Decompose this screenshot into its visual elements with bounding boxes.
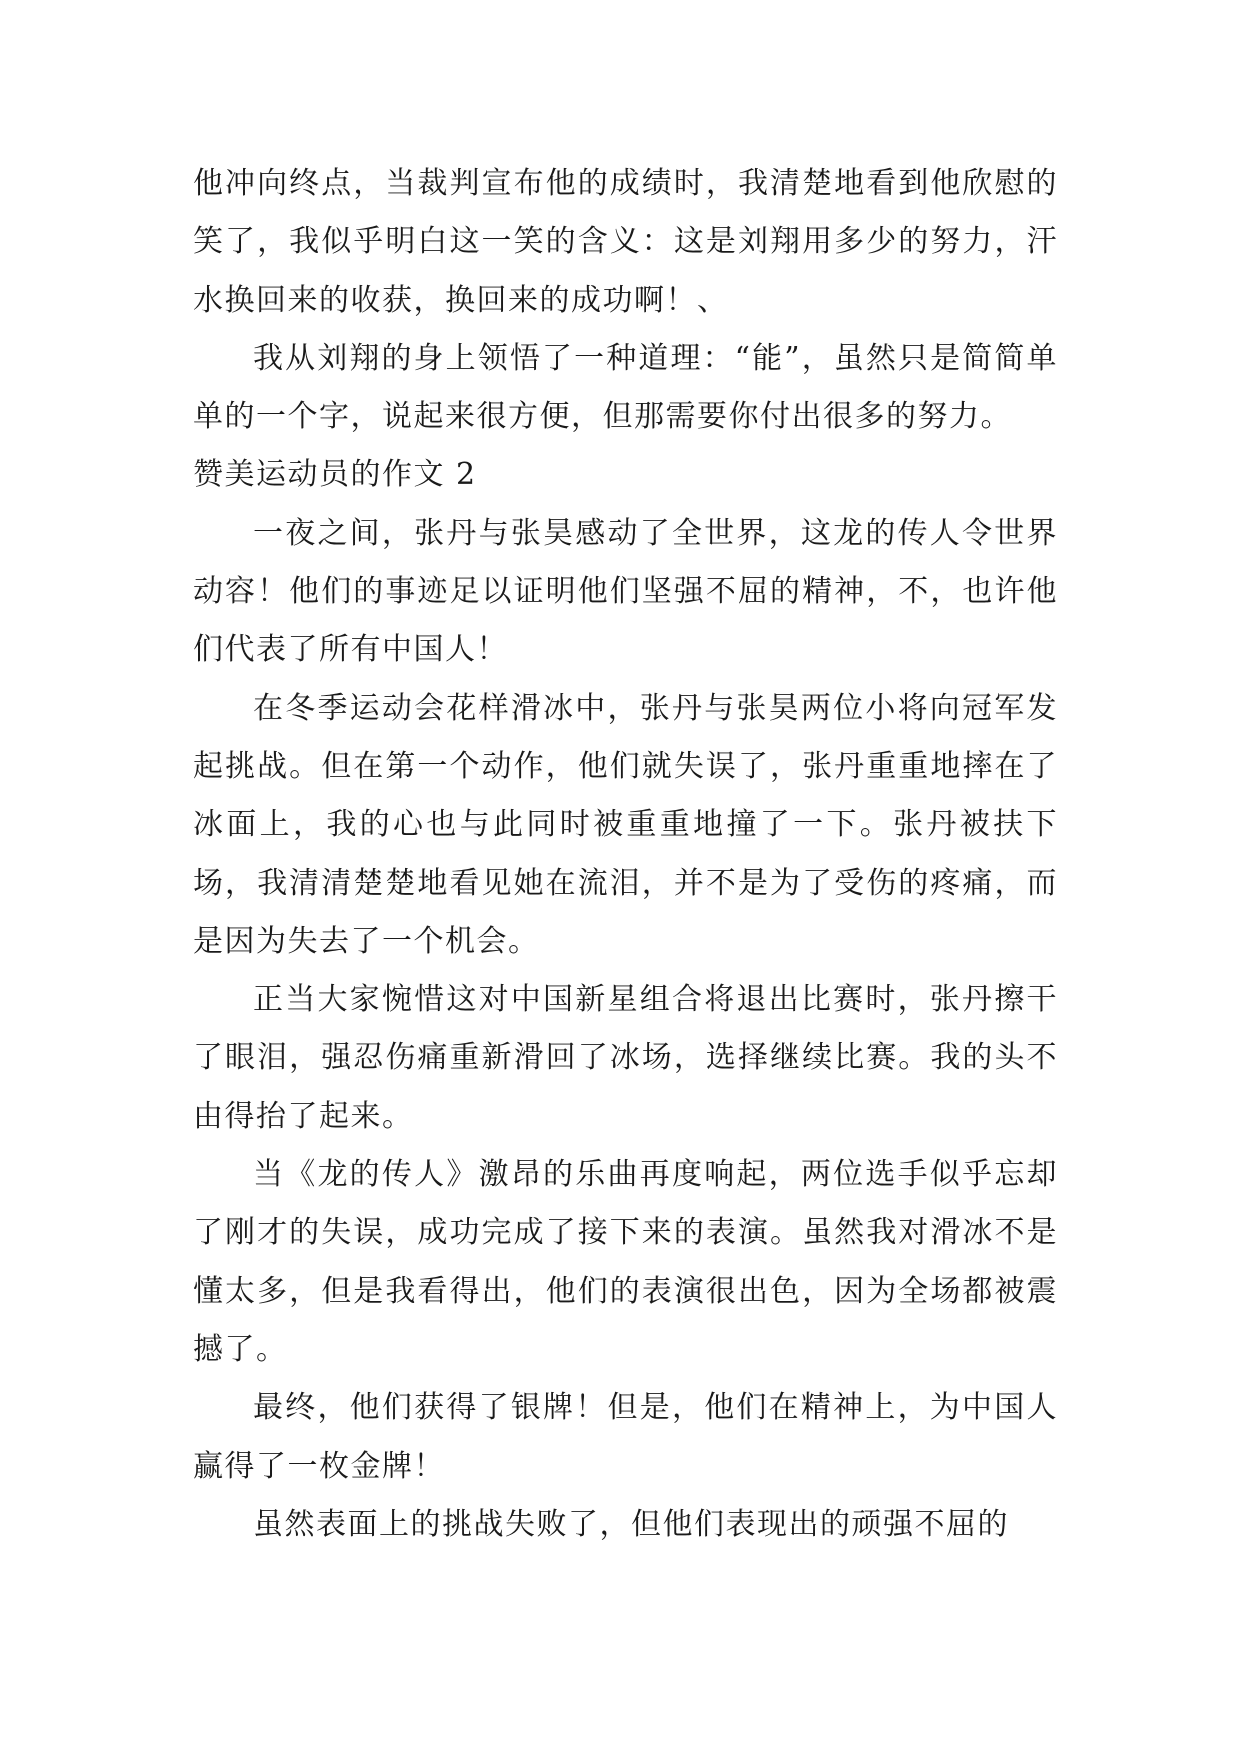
paragraph: 虽然表面上的挑战失败了，但他们表现出的顽强不屈的: [253, 1506, 1009, 1542]
paragraph: 最终，他们获得了银牌！但是，他们在精神上，为中国人赢得了一枚金牌！: [193, 1390, 1058, 1484]
paragraph: 当《龙的传人》激昂的乐曲再度响起，两位选手似乎忘却了刚才的失误，成功完成了接下来的表演。虽然我对滑冰不是懂太多，但是我看得出，他们的表演很出色，因为全场都被震撼了。: [193, 1157, 1058, 1367]
paragraph-continued: 他冲向终点，当裁判宣布他的成绩时，我清楚地看到他欣慰的笑了，我似乎明白这一笑的含义：这是刘翔用多少的努力，汗水换回来的收获，换回来的成功啊！、: [193, 166, 1058, 318]
paragraph: 我从刘翔的身上领悟了一种道理：“能”，虽然只是简简单单的一个字，说起来很方便，但那需要你付出很多的努力。: [193, 340, 1058, 435]
paragraph: 在冬季运动会花样滑冰中，张丹与张昊两位小将向冠军发起挑战。但在第一个动作，他们就失误了，张丹重重地摔在了冰面上，我的心也与此同时被重重地撞了一下。张丹被扶下场，我清清楚楚地看见她在流泪，并不是为了受伤的疼痛，而是因为失去了一个机会。: [193, 690, 1058, 959]
paragraph: 正当大家惋惜这对中国新星组合将退出比赛时，张丹擦干了眼泪，强忍伤痛重新滑回了冰场，选择继续比赛。我的头不由得抬了起来。: [193, 982, 1058, 1134]
essay-title: 赞美运动员的作文 2: [193, 457, 477, 493]
paragraph: 一夜之间，张丹与张昊感动了全世界，这龙的传人令世界动容！他们的事迹足以证明他们坚强不屈的精神，不，也许他们代表了所有中国人！: [193, 515, 1058, 668]
document-body: [193, 155, 1058, 1554]
